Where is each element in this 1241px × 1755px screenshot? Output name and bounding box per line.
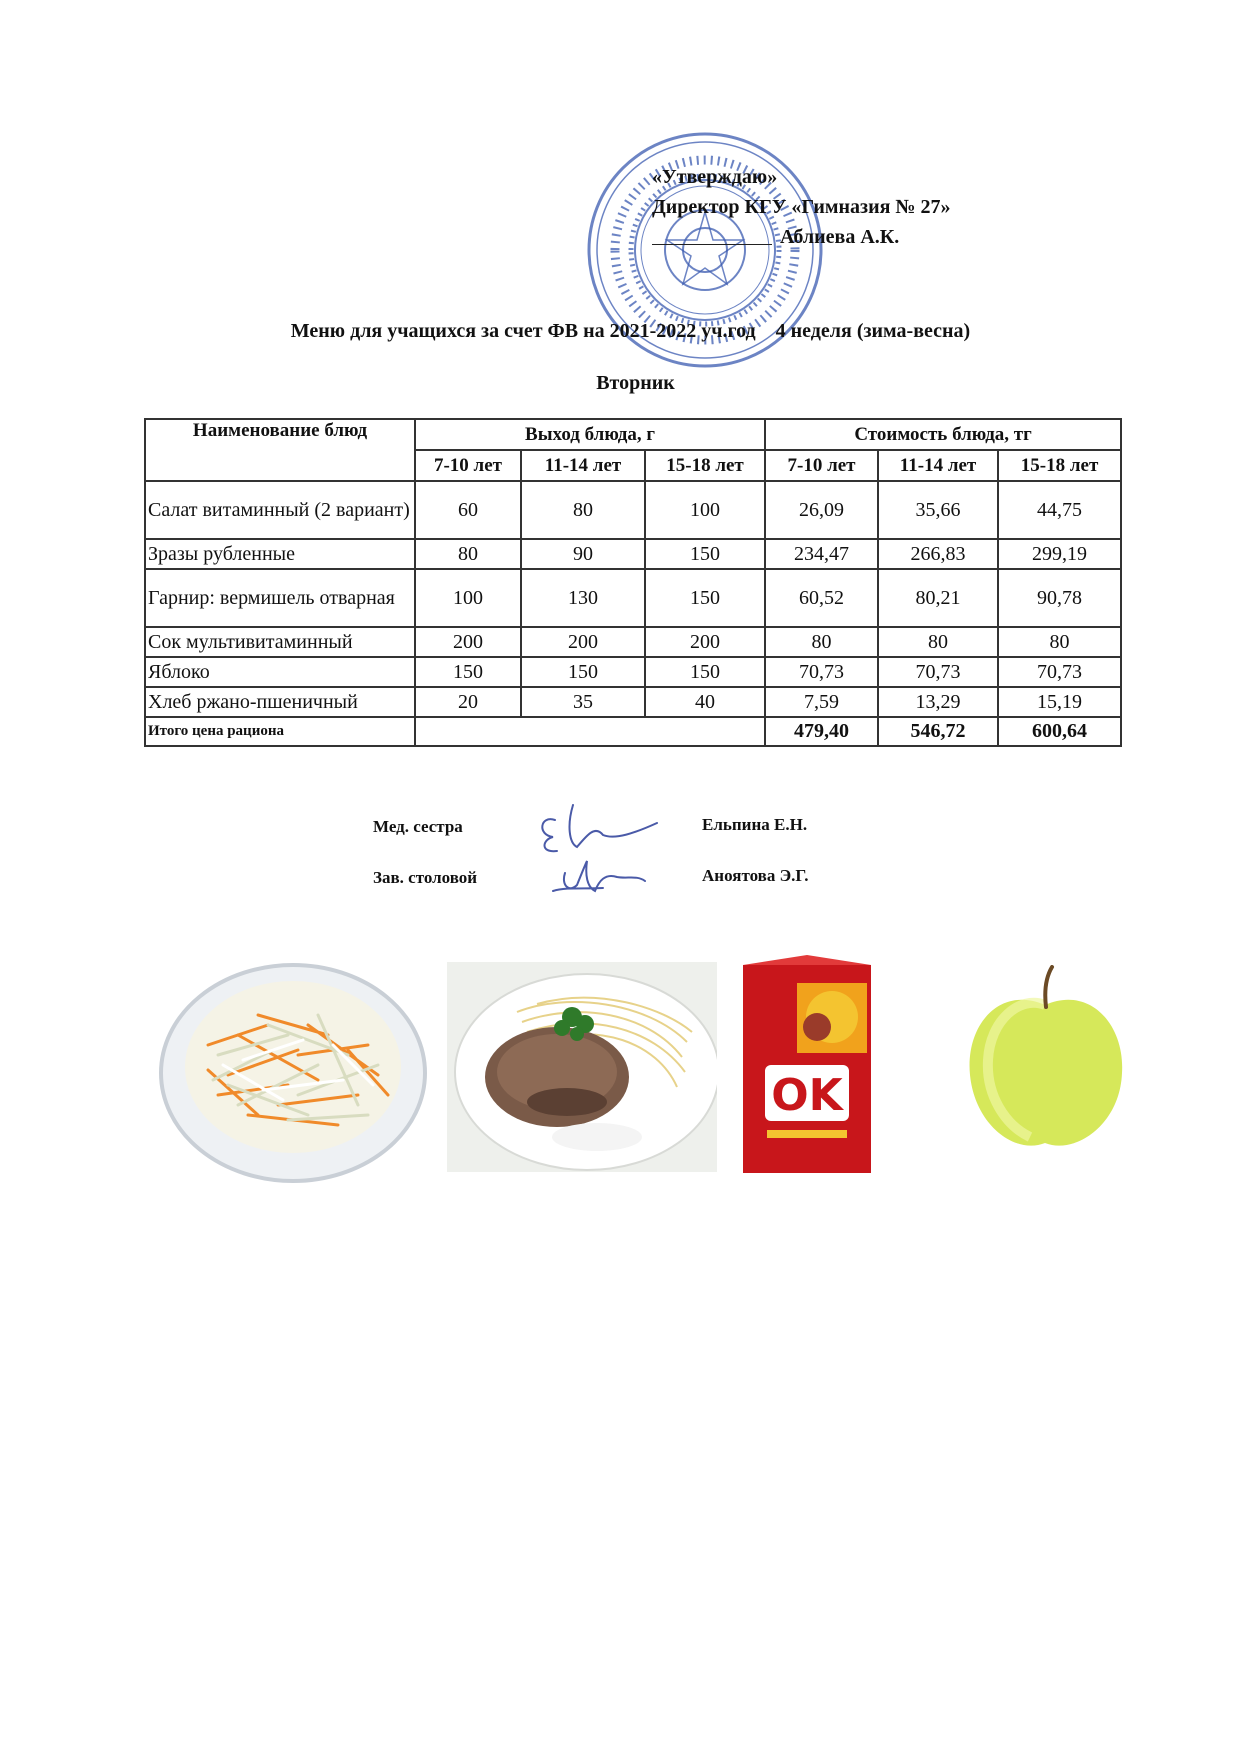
table-row — [145, 627, 1121, 657]
approval-header: «Утверждаю» — [652, 166, 778, 188]
cost-cell: 60,52 — [765, 569, 878, 627]
day-of-week: Вторник — [596, 372, 675, 394]
salad-photo — [148, 955, 438, 1190]
cost-group-header: Стоимость блюда, тг — [765, 419, 1121, 450]
juice-pack-photo — [737, 955, 877, 1177]
output-group-header: Выход блюда, г — [415, 419, 765, 450]
cost-cell: 70,73 — [998, 657, 1121, 687]
canteen-head-role: Зав. столовой — [373, 868, 478, 887]
output-cell: 60 — [415, 481, 521, 539]
handwritten-signatures — [525, 795, 675, 905]
age-header: 7-10 лет — [415, 450, 521, 481]
cost-cell: 35,66 — [878, 481, 998, 539]
apple-photo — [960, 965, 1130, 1155]
age-header: 7-10 лет — [765, 450, 878, 481]
age-header: 15-18 лет — [645, 450, 765, 481]
cost-cell: 44,75 — [998, 481, 1121, 539]
dish-name: Яблоко — [145, 657, 415, 687]
age-header: 15-18 лет — [998, 450, 1121, 481]
output-cell: 150 — [521, 657, 645, 687]
output-cell: 130 — [521, 569, 645, 627]
table-header-row — [145, 419, 1121, 450]
output-cell: 80 — [521, 481, 645, 539]
nurse-name: Ельпина Е.Н. — [702, 815, 808, 834]
output-cell: 150 — [645, 657, 765, 687]
cost-cell: 234,47 — [765, 539, 878, 569]
menu-table — [144, 418, 1122, 747]
nurse-role: Мед. сестра — [373, 817, 463, 836]
age-header: 11-14 лет — [878, 450, 998, 481]
cost-cell: 80,21 — [878, 569, 998, 627]
cost-cell: 299,19 — [998, 539, 1121, 569]
output-cell: 35 — [521, 687, 645, 717]
approval-name: Аблиева А.К. — [780, 226, 900, 248]
cost-cell: 26,09 — [765, 481, 878, 539]
cost-cell: 13,29 — [878, 687, 998, 717]
output-cell: 80 — [415, 539, 521, 569]
output-cell: 40 — [645, 687, 765, 717]
output-cell: 200 — [645, 627, 765, 657]
cost-cell: 70,73 — [878, 657, 998, 687]
output-cell: 100 — [415, 569, 521, 627]
total-label: Итого цена рациона — [145, 717, 415, 746]
juice-brand-logo: OK — [771, 1070, 843, 1121]
cost-cell: 80 — [998, 627, 1121, 657]
output-cell: 150 — [415, 657, 521, 687]
table-row — [145, 657, 1121, 687]
dish-name: Салат витаминный (2 вариант) — [145, 481, 415, 539]
output-cell: 20 — [415, 687, 521, 717]
cost-cell: 15,19 — [998, 687, 1121, 717]
approval-signature-line — [652, 244, 772, 245]
cost-cell: 266,83 — [878, 539, 998, 569]
output-cell: 200 — [521, 627, 645, 657]
output-cell: 100 — [645, 481, 765, 539]
cost-cell: 80 — [878, 627, 998, 657]
table-row — [145, 481, 1121, 539]
output-cell: 150 — [645, 539, 765, 569]
total-cost: 479,40 — [765, 717, 878, 746]
table-row — [145, 539, 1121, 569]
total-cost: 600,64 — [998, 717, 1121, 746]
output-cell: 200 — [415, 627, 521, 657]
table-total-row — [145, 717, 1121, 746]
table-row — [145, 687, 1121, 717]
col-dish-name-header: Наименование блюд — [145, 419, 415, 481]
menu-title: Меню для учащихся за счет ФВ на 2021-2022 уч.год 4 неделя (зима-весна) — [290, 320, 971, 342]
output-cell: 90 — [521, 539, 645, 569]
dish-name: Сок мультивитаминный — [145, 627, 415, 657]
cost-cell: 80 — [765, 627, 878, 657]
age-header: 11-14 лет — [521, 450, 645, 481]
output-cell: 150 — [645, 569, 765, 627]
dish-name: Гарнир: вермишель отварная — [145, 569, 415, 627]
table-row — [145, 569, 1121, 627]
cost-cell: 70,73 — [765, 657, 878, 687]
total-cost: 546,72 — [878, 717, 998, 746]
canteen-head-name: Аноятова Э.Г. — [702, 866, 809, 885]
zrazy-with-pasta-photo — [447, 962, 717, 1172]
cost-cell: 7,59 — [765, 687, 878, 717]
approval-position: Директор КГУ «Гимназия № 27» — [652, 196, 951, 218]
dish-name: Хлеб ржано-пшеничный — [145, 687, 415, 717]
cost-cell: 90,78 — [998, 569, 1121, 627]
dish-name: Зразы рубленные — [145, 539, 415, 569]
total-output-empty — [415, 717, 765, 746]
